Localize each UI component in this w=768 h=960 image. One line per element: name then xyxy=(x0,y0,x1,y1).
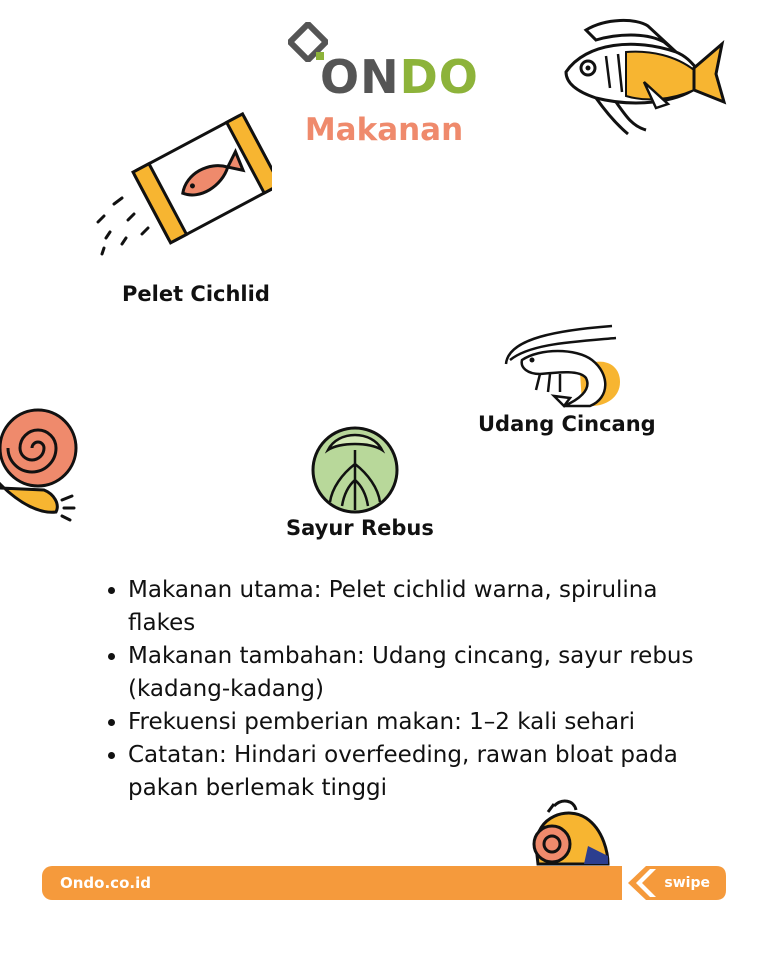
snail-icon xyxy=(0,404,84,522)
cabbage-icon xyxy=(308,424,402,514)
footer-bar xyxy=(42,866,622,900)
list-item: • Catatan: Hindari overfeeding, rawan bloat pada pakan berlemak tinggi xyxy=(128,739,728,805)
shrimp-icon xyxy=(500,320,626,412)
cichlid-fish-icon xyxy=(556,12,728,140)
food-label-udang: Udang Cincang xyxy=(478,412,656,436)
logo-do: DO xyxy=(399,50,479,104)
food-label-pelet: Pelet Cichlid xyxy=(122,282,270,306)
swipe-label: swipe xyxy=(664,875,710,891)
small-snail-icon xyxy=(528,796,612,868)
list-item: • Frekuensi pemberian makan: 1–2 kali sehari xyxy=(128,706,728,739)
fish-food-box-icon xyxy=(92,104,272,268)
page-title: Makanan xyxy=(304,112,464,148)
swipe-button[interactable] xyxy=(628,866,726,900)
brand-logo xyxy=(288,20,488,104)
logo-wordmark xyxy=(320,50,479,104)
logo-on: ON xyxy=(320,50,400,104)
list-item: • Makanan tambahan: Udang cincang, sayur rebus (kadang-kadang) xyxy=(128,640,728,706)
website-link[interactable]: Ondo.co.id xyxy=(60,874,151,892)
feeding-notes-list xyxy=(100,574,728,805)
footer xyxy=(42,866,726,900)
list-item: • Makanan utama: Pelet cichlid warna, spirulina flakes xyxy=(128,574,728,640)
food-label-sayur: Sayur Rebus xyxy=(286,516,434,540)
